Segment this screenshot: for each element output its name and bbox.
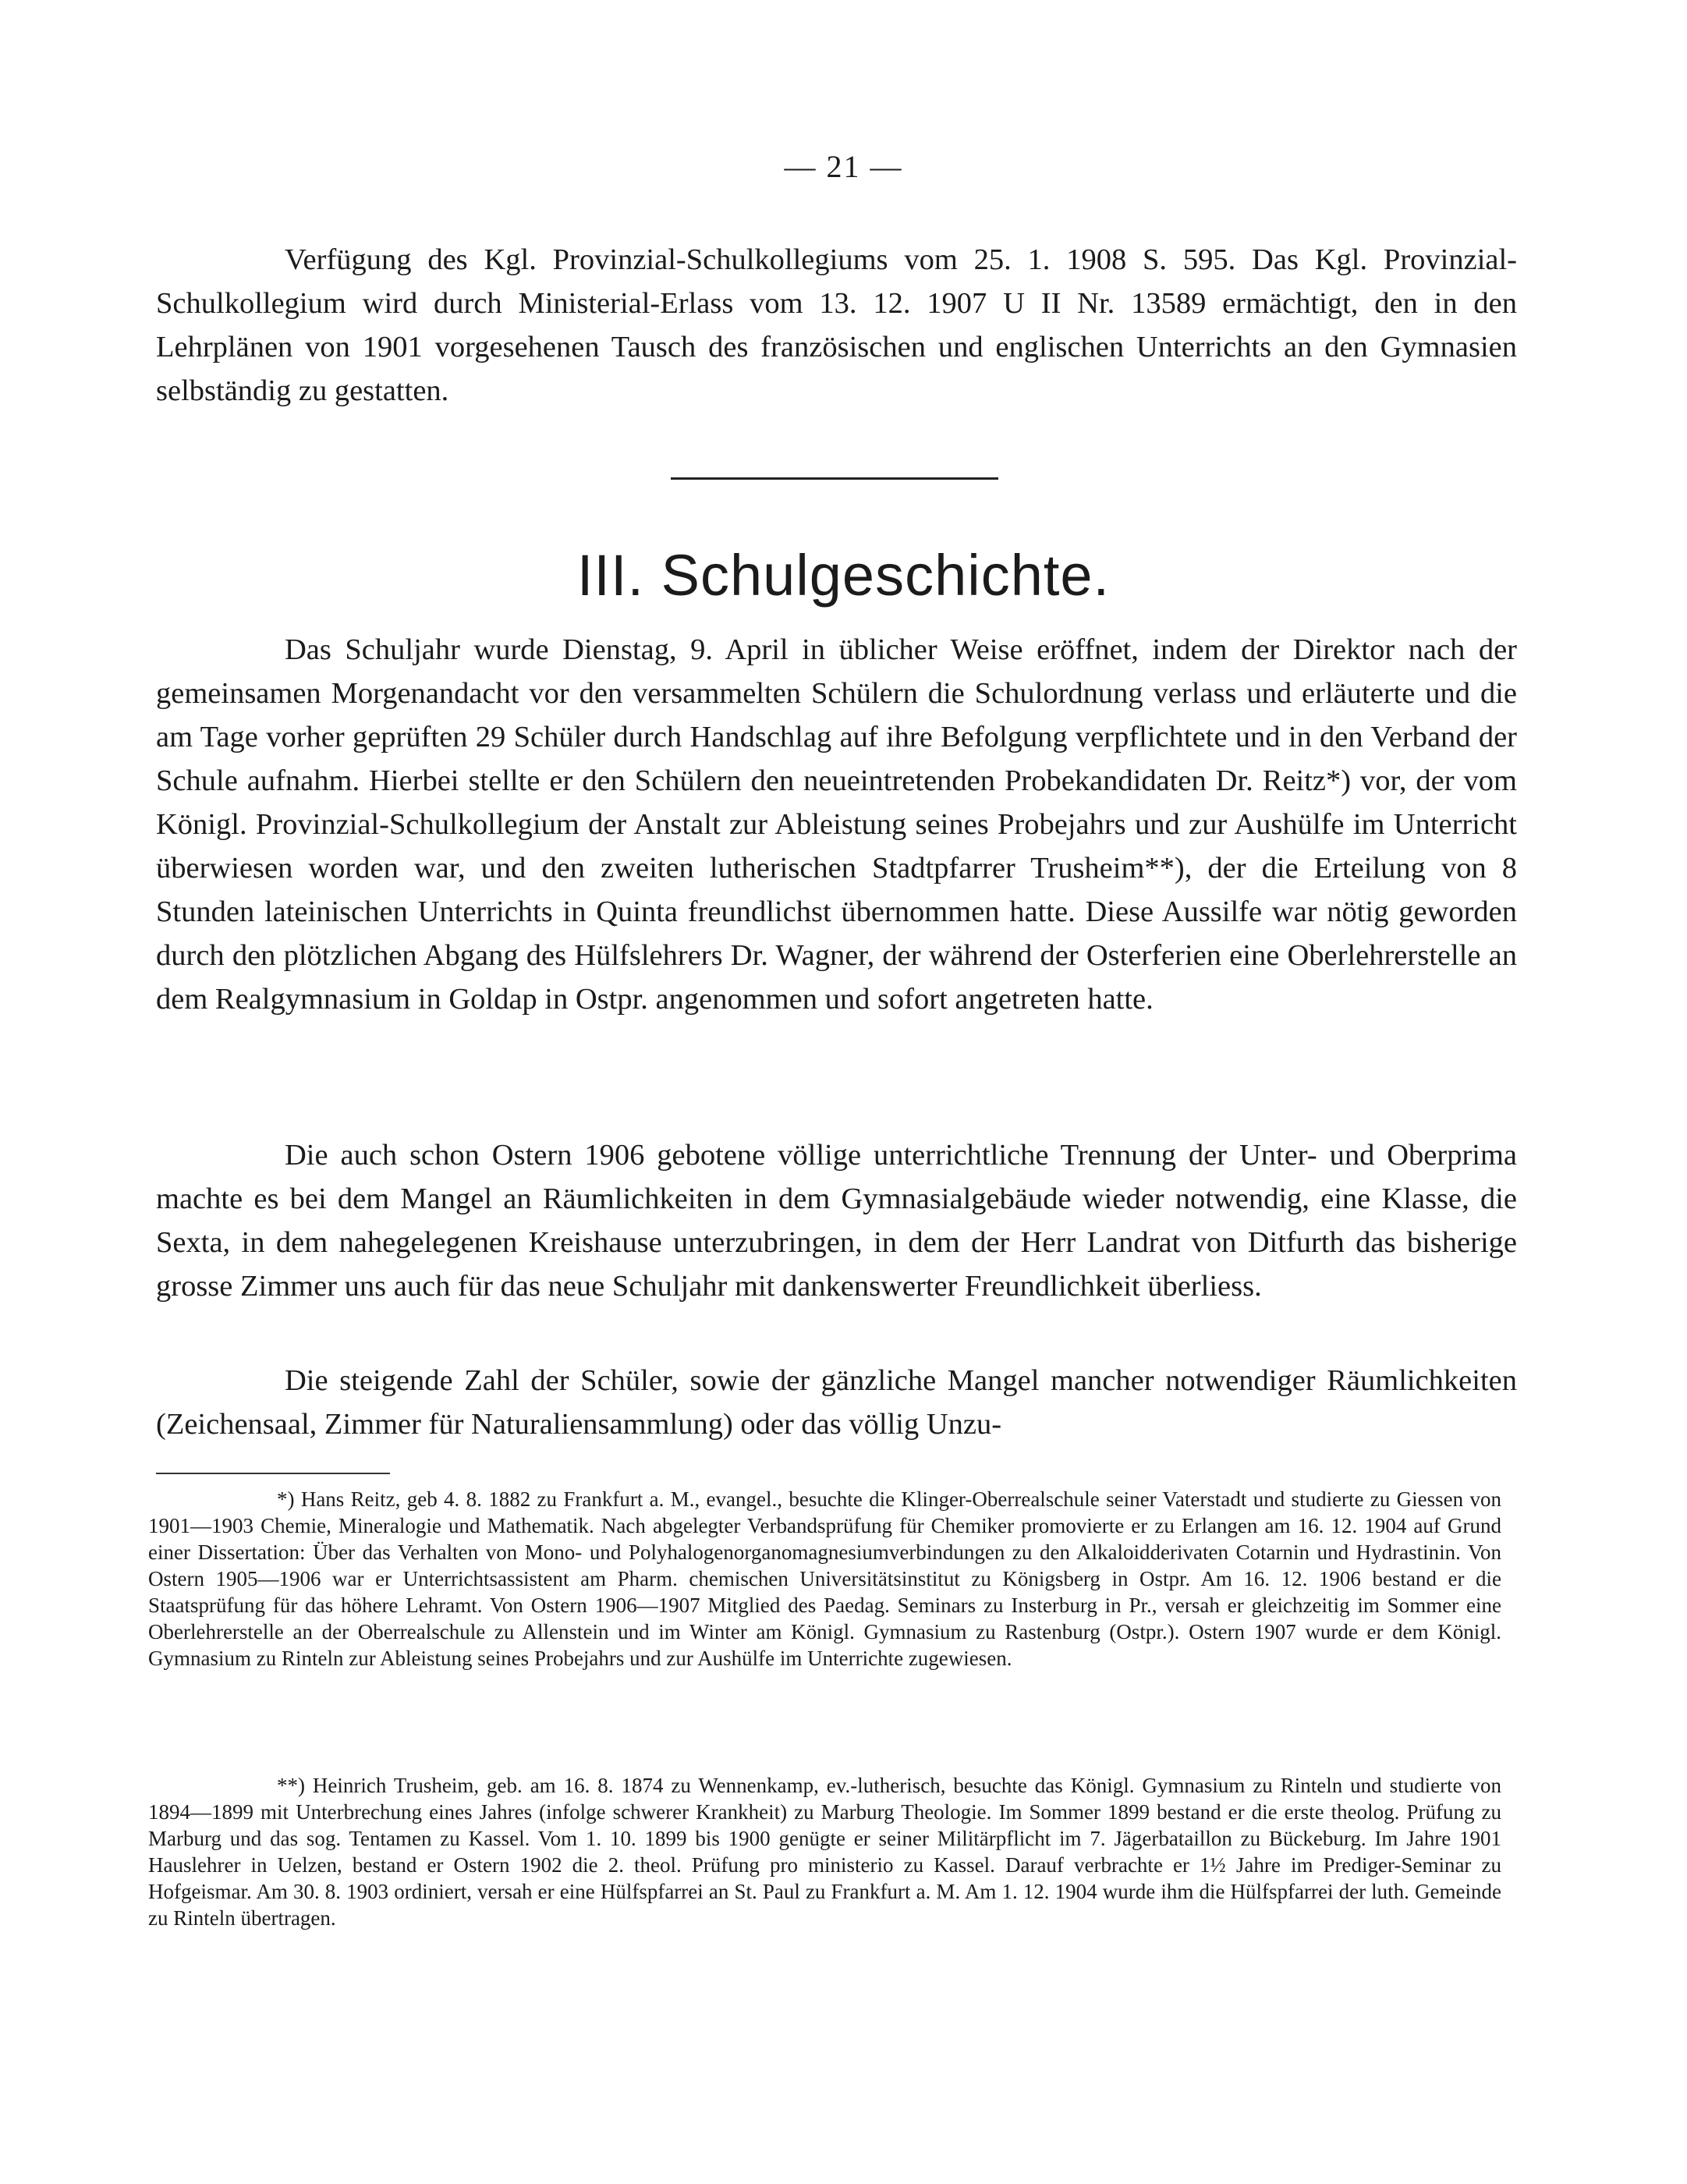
- paragraph-rooms: Die steigende Zahl der Schüler, sowie der gänzliche Mangel mancher notwendiger Räumlichkeiten (Zeichensaal, Zimmer für Naturaliensammlung) oder das völlig Unzu-: [156, 1364, 1517, 1441]
- footnote-divider: [156, 1473, 390, 1474]
- page-number: — 21 —: [784, 149, 903, 184]
- section-divider: [671, 477, 998, 480]
- section-heading: III. Schulgeschichte.: [576, 543, 1111, 608]
- footnote-trusheim: **) Heinrich Trusheim, geb. am 16. 8. 1874 zu Wennenkamp, ev.-lutherisch, besuchte das Königl. Gymnasium zu Rinteln und studierte von 1894—1899 mit Unterbrechung eines Jahres (infolge schwerer Krankheit) zu Marburg Theologie. Im Sommer 1899 bestand er die erste theolog. Prüfung zu Marburg und das sog. Tentamen zu Kassel. Vom 1. 10. 1899 bis 1900 genügte er seiner Militärpflicht im 7. Jägerbataillon zu Bückeburg. Im Jahre 1901 Hauslehrer in Uelzen, bestand er Ostern 1902 die 2. theol. Prüfung pro ministerio zu Kassel. Darauf verbrachte er 1½ Jahre im Prediger-Seminar zu Hofgeismar. Am 30. 8. 1903 ordiniert, versah er eine Hülfspfarrei an St. Paul zu Frankfurt a. M. Am 1. 12. 1904 wurde ihm die Hülfspfarrei der luth. Gemeinde zu Rinteln übertragen.: [148, 1774, 1501, 1930]
- decree-paragraph: Verfügung des Kgl. Provinzial-Schulkollegiums vom 25. 1. 1908 S. 595. Das Kgl. Provinzial-Schulkollegium wird durch Ministerial-Erlass vom 13. 12. 1907 U II Nr. 13589 ermächtigt, den in den Lehrplänen von 1901 vorgesehenen Tausch des französischen und englischen Unterrichts an den Gymnasien selbständig zu gestatten.: [156, 243, 1517, 407]
- paragraph-school-year: Das Schuljahr wurde Dienstag, 9. April in üblicher Weise eröffnet, indem der Direktor nach der gemeinsamen Morgenandacht vor den versammelten Schülern die Schulordnung verlass und erläuterte und die am Tage vorher geprüften 29 Schüler durch Handschlag auf ihre Befolgung verpflichtete und in den Verband der Schule aufnahm. Hierbei stellte er den Schülern den neueintretenden Probekandidaten Dr. Reitz*) vor, der vom Königl. Provinzial-Schulkollegium der Anstalt zur Ableistung seines Probejahrs und zur Aushülfe im Unterricht überwiesen worden war, und den zweiten lutherischen Stadtpfarrer Trusheim**), der die Erteilung von 8 Stunden lateinischen Unterrichts in Quinta freundlichst übernommen hatte. Diese Aussilfe war nötig geworden durch den plötzlichen Abgang des Hülfslehrers Dr. Wagner, der während der Osterferien eine Oberlehrerstelle an dem Realgymnasium in Goldap in Ostpr. angenommen und sofort angetreten hatte.: [156, 633, 1517, 1016]
- paragraph-separation: Die auch schon Ostern 1906 gebotene völlige unterrichtliche Trennung der Unter- und Oberprima machte es bei dem Mangel an Räumlichkeiten in dem Gymnasialgebäude wieder notwendig, eine Klasse, die Sexta, in dem nahegelegenen Kreishause unterzubringen, in dem der Herr Landrat von Ditfurth das bisherige grosse Zimmer uns auch für das neue Schuljahr mit dankenswerter Freundlichkeit überliess.: [156, 1139, 1517, 1303]
- footnote-reitz: *) Hans Reitz, geb 4. 8. 1882 zu Frankfurt a. M., evangel., besuchte die Klinger-Oberrealschule seiner Vaterstadt und studierte zu Giessen von 1901—1903 Chemie, Mineralogie und Mathematik. Nach abgelegter Verbandsprüfung für Chemiker promovierte er zu Erlangen am 16. 12. 1904 auf Grund einer Dissertation: Über das Verhalten von Mono- und Polyhalogenorganomagnesiumverbindungen zu den Alkaloidderivaten Cotarnin und Hydrastinin. Von Ostern 1905—1906 war er Unterrichtsassistent am Pharm. chemischen Universitätsinstitut zu Königsberg in Ostpr. Am 16. 12. 1906 bestand er die Staatsprüfung für das höhere Lehramt. Von Ostern 1906—1907 Mitglied des Paedag. Seminars zu Insterburg in Pr., versah er gleichzeitig im Sommer eine Oberlehrerstelle an der Oberrealschule zu Allenstein und im Winter am Königl. Gymnasium zu Rastenburg (Ostpr.). Ostern 1907 wurde er dem Königl. Gymnasium zu Rinteln zur Ableistung seines Probejahrs und zur Aushülfe im Unterrichte zugewiesen.: [148, 1487, 1501, 1670]
